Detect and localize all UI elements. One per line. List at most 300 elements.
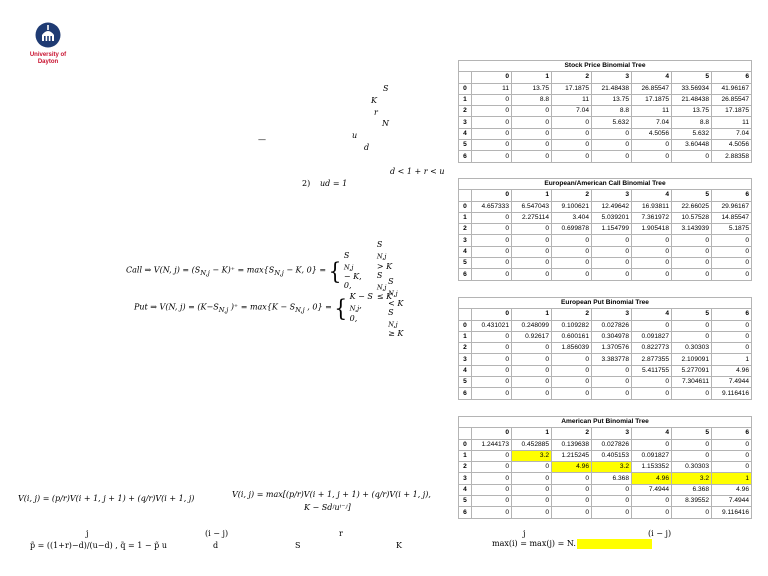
table-cell: 0 [472,343,512,354]
column-header: 3 [592,428,632,439]
put-cond-1: S [388,277,394,286]
corner-cell [459,309,472,320]
row-label: 3 [459,235,472,246]
header-row [459,309,752,320]
table-cell: 0 [672,439,712,450]
column-header: 4 [632,309,672,320]
column-header: 1 [512,309,552,320]
table-cell: 0 [672,331,712,342]
sub: N,j [343,263,354,272]
table-cell: 0 [472,117,512,128]
table-cell: 0 [512,365,552,376]
table-cell: 0 [712,320,752,331]
column-header: 6 [712,72,752,83]
table-cell: 5.1875 [712,224,752,235]
table-cell: 0.304978 [592,331,632,342]
table-cell: 0 [672,388,712,399]
table-cell: 7.361972 [632,212,672,223]
put-cond-2: S [388,307,394,317]
table-cell: 1.153352 [632,462,672,473]
table-cell: 0 [472,388,512,399]
brace: { [334,293,348,322]
table-cell: 22.66025 [672,201,712,212]
table-cell: 1.905418 [632,224,672,235]
table-cell: 0 [552,128,592,139]
table-cell: 1.856039 [552,343,592,354]
table-cell: 0 [672,235,712,246]
table-cell: 0 [712,450,752,461]
table-cell: 0.109282 [552,320,592,331]
put-cond-1b: < K [388,298,404,308]
column-header: 0 [472,309,512,320]
symbol-K: K [371,96,377,105]
table-cell: 0 [712,246,752,257]
table-cell: 0.139638 [552,439,592,450]
table-cell: 0 [552,507,592,518]
call-case-2: 0, [343,281,352,291]
chapel-dome-icon [35,22,61,48]
table-cell: 7.04 [632,117,672,128]
table-cell: 3.60448 [672,140,712,151]
table-cell: 0 [512,377,552,388]
table-cell: 5.632 [592,117,632,128]
table-row [459,450,752,461]
table-cell: 7.4944 [712,377,752,388]
table-cell: 0 [632,140,672,151]
table-cell: 4.96 [712,484,752,495]
put-lhs: Put ⇒ V(N, j) = (K−S [134,302,219,312]
table-cell: 21.48438 [592,83,632,94]
table-cell: 0 [512,235,552,246]
table-cell: 0 [672,258,712,269]
table-cell: 0 [472,224,512,235]
table-cell: 8.39552 [672,496,712,507]
table-cell: 0 [512,269,552,280]
table-row [459,507,752,518]
table-cell: 0 [592,140,632,151]
column-header: 2 [552,190,592,201]
row-label: 4 [459,246,472,257]
table-cell: 7.4944 [632,484,672,495]
sub: N,j [295,306,305,315]
footer-K: K [396,541,402,550]
corner-cell [459,428,472,439]
table-cell: 0 [552,246,592,257]
call-cond-2b: ≤ K [376,292,393,302]
header-row [459,72,752,83]
table-cell: 0 [512,128,552,139]
table-cell: 0 [472,331,512,342]
footer-i-minus-j: (i − j) [205,529,229,538]
table-cell: 0 [592,365,632,376]
footer-j-2: j [523,529,526,538]
logo-line-2: Dayton [37,59,59,65]
table-cell: 0 [512,151,552,162]
american-recursion-line-1: V(i, j) = max[(p/r)V(i + 1, j + 1) + (q/r)V(i + 1, j), [232,490,431,499]
column-header: 0 [472,190,512,201]
table-cell: 0 [472,269,512,280]
table-cell: 3.143939 [672,224,712,235]
column-header: 2 [552,428,592,439]
sub: N,j [274,269,284,278]
table-row [459,117,752,128]
column-header: 6 [712,190,752,201]
table-cell: 0 [712,269,752,280]
table-cell: 0 [552,388,592,399]
table-cell: 1.215245 [552,450,592,461]
footer-r: r [339,529,343,538]
put-payoff-formula [134,277,403,338]
table-row [459,258,752,269]
table-cell: 17.1875 [552,83,592,94]
table-cell: 0 [672,246,712,257]
row-label: 1 [459,450,472,461]
table-row [459,224,752,235]
condition-2: ud = 1 [320,179,348,188]
table-cell: 3.2 [592,462,632,473]
table-cell: 0 [472,235,512,246]
table-title: American Put Binomial Tree [459,417,752,428]
table-cell: 2.88358 [712,151,752,162]
symbol-r: r [374,108,378,117]
call-case-1b: − K, [343,272,362,282]
table-cell: 17.1875 [632,94,672,105]
table-cell: 9.116416 [712,507,752,518]
row-label: 6 [459,388,472,399]
table-cell: 21.48438 [672,94,712,105]
table-row [459,484,752,495]
table-row [459,439,752,450]
table-cell: 0 [552,365,592,376]
table-cell: 0 [592,235,632,246]
call-case-1: S [343,250,350,260]
table-cell: 0 [672,151,712,162]
table-cell: 0 [472,377,512,388]
table-cell: 0 [552,496,592,507]
table-cell: 0 [632,377,672,388]
table-cell: 11 [712,117,752,128]
column-header: 0 [472,428,512,439]
call-cond-1b: > K [376,261,393,271]
table-cell: 13.75 [672,106,712,117]
table-cell: 0 [512,496,552,507]
table-cell: 4.96 [632,473,672,484]
table-cell: 0 [512,473,552,484]
column-header: 4 [632,190,672,201]
table-cell: 41.96167 [712,83,752,94]
table-row [459,106,752,117]
row-label: 2 [459,106,472,117]
table-cell: 6.368 [672,484,712,495]
table-cell: 0.431021 [472,320,512,331]
binomial-tree-table [458,416,752,519]
brace: { [328,256,342,285]
table-cell: 0 [632,258,672,269]
table-cell: 10.57528 [672,212,712,223]
column-header: 3 [592,72,632,83]
table-cell: 0 [512,388,552,399]
table-row [459,496,752,507]
column-header: 6 [712,428,752,439]
table-cell: 0.091827 [632,331,672,342]
table-cell: 0 [512,224,552,235]
call-mid: − K)⁺ = max{S [212,265,275,275]
table-cell: 0 [632,269,672,280]
table-cell: 0.091827 [632,450,672,461]
row-label: 2 [459,462,472,473]
table-cell: 0.027826 [592,439,632,450]
table-cell: 9.116416 [712,388,752,399]
row-label: 5 [459,496,472,507]
table-cell: 2.109091 [672,354,712,365]
table-row [459,354,752,365]
sub: N,j [388,289,398,298]
put-end: , 0} = [307,302,332,312]
table-cell: 0 [712,258,752,269]
table-cell: 0 [472,151,512,162]
table-cell: 1.154799 [592,224,632,235]
table-cell: 0 [472,365,512,376]
table-cell: 0 [552,235,592,246]
table-cell: 0 [472,258,512,269]
table-cell: 29.96167 [712,201,752,212]
column-header: 0 [472,72,512,83]
table-cell: 0 [552,151,592,162]
column-header: 3 [592,190,632,201]
table-cell: 0 [592,496,632,507]
university-logo [26,22,70,66]
table-cell: 7.304611 [672,377,712,388]
highlight-bar [577,539,652,549]
table-cell: 0.405153 [592,450,632,461]
table-cell: 1.370576 [592,343,632,354]
table-cell: 0 [512,140,552,151]
table-row [459,235,752,246]
logo-line-1: University of [29,52,67,58]
european-recursion: V(i, j) = (p/r)V(i + 1, j + 1) + (q/r)V(i + 1, j) [18,494,195,503]
table-cell: 0.027826 [592,320,632,331]
table-cell: 0 [512,354,552,365]
table-row [459,140,752,151]
table-cell: 0 [672,507,712,518]
footer-i-minus-j-2: (i − j) [648,529,672,538]
table-row [459,128,752,139]
table-cell: 5.039201 [592,212,632,223]
table-cell: 0 [472,473,512,484]
table-cell: 0 [712,439,752,450]
table-row [459,83,752,94]
table-cell: 16.93811 [632,201,672,212]
footer-d: d [213,541,219,550]
symbol-dash: — [258,135,266,144]
column-header: 2 [552,72,592,83]
table-row [459,343,752,354]
row-label: 6 [459,269,472,280]
table-cell: 0.452885 [512,439,552,450]
row-label: 4 [459,484,472,495]
call-lhs: Call ⇒ V(N, j) = (S [126,265,201,275]
column-header: 5 [672,428,712,439]
call-cond-2: S [376,270,383,280]
table-cell: 11 [472,83,512,94]
binomial-tree-table [458,178,752,281]
table-cell: 0 [512,484,552,495]
table-cell: 0 [592,269,632,280]
table-cell: 4.5056 [712,140,752,151]
row-label: 0 [459,320,472,331]
column-header: 1 [512,72,552,83]
row-label: 5 [459,377,472,388]
row-label: 0 [459,201,472,212]
table-row [459,94,752,105]
table-cell: 14.85547 [712,212,752,223]
table-cell: 0 [632,320,672,331]
call-cond-1: S [376,240,383,249]
table-cell: 11 [632,106,672,117]
table-cell: 0 [552,354,592,365]
table-cell: 0.600161 [552,331,592,342]
table-cell: 12.49642 [592,201,632,212]
column-header: 5 [672,190,712,201]
put-mid: )⁺ = max{K − S [230,302,296,312]
table-cell: 0.248099 [512,320,552,331]
table-cell: 1 [712,473,752,484]
table-cell: 0 [632,439,672,450]
table-cell: 0 [472,507,512,518]
table-cell: 6.368 [592,473,632,484]
table-cell: 0 [472,94,512,105]
table-row [459,462,752,473]
table-cell: 0 [512,246,552,257]
table-cell: 0 [592,507,632,518]
table-cell: 0 [512,117,552,128]
footer-j: j [86,529,89,538]
column-header: 1 [512,190,552,201]
table-cell: 1.244173 [472,439,512,450]
table-cell: 7.04 [712,128,752,139]
table-cell: 0 [512,462,552,473]
table-cell: 0 [592,484,632,495]
table-cell: 0 [552,484,592,495]
table-cell: 0 [632,496,672,507]
header-row [459,190,752,201]
row-label: 5 [459,258,472,269]
sub: N,j [376,252,387,261]
table-cell: 0 [632,235,672,246]
table-title: European Put Binomial Tree [459,298,752,309]
table-cell: 4.657333 [472,201,512,212]
table-row [459,331,752,342]
table-cell: 0 [552,269,592,280]
column-header: 5 [672,309,712,320]
table-cell: 0 [672,450,712,461]
table-cell: 0 [712,343,752,354]
table-title: European/American Call Binomial Tree [459,179,752,190]
table-cell: 0 [592,258,632,269]
corner-cell [459,72,472,83]
header-row [459,428,752,439]
table-cell: 0 [592,388,632,399]
table-row [459,320,752,331]
table-cell: 17.1875 [712,106,752,117]
table-cell: 0 [672,269,712,280]
table-cell: 0 [712,235,752,246]
table-cell: 2.877355 [632,354,672,365]
american-recursion-line-2: K − Sdʲuⁱ⁻ʲ] [304,503,351,512]
table-cell: 0 [632,388,672,399]
table-cell: 0 [472,140,512,151]
row-label: 0 [459,439,472,450]
table-cell: 5.277091 [672,365,712,376]
row-label: 1 [459,331,472,342]
sub: N,j [388,320,398,329]
put-cond-2b: ≥ K [388,329,404,339]
table-cell: 7.4944 [712,496,752,507]
table-cell: 1 [712,354,752,365]
table-cell: 8.8 [672,117,712,128]
table-cell: 7.04 [552,106,592,117]
table-cell: 0 [672,320,712,331]
put-conditions [388,277,403,338]
column-header: 1 [512,428,552,439]
row-label: 3 [459,354,472,365]
column-header: 5 [672,72,712,83]
table-cell: 0 [552,117,592,128]
table-cell: 8.8 [592,106,632,117]
call-end: − K, 0} = [286,265,327,275]
max-equation: max(i) = max(j) = N. [492,539,576,548]
table-cell: 0 [592,377,632,388]
row-label: 2 [459,224,472,235]
sub: N,j [218,306,229,315]
put-cases: K − S $_{N,j}$, 0, [349,292,373,323]
table-cell: 9.100621 [552,201,592,212]
row-label: 1 [459,94,472,105]
table-cell: 0 [592,128,632,139]
table-cell: 0 [552,140,592,151]
symbol-S: S [383,84,389,93]
symbol-d: d [364,143,370,152]
table-cell: 0 [472,496,512,507]
table-cell: 0.822773 [632,343,672,354]
table-row [459,212,752,223]
row-label: 3 [459,473,472,484]
table-cell: 5.632 [672,128,712,139]
table-cell: 6.547043 [512,201,552,212]
table-cell: 4.5056 [632,128,672,139]
table-row [459,269,752,280]
footer-S: S [295,541,301,550]
table-cell: 0 [472,106,512,117]
table-cell: 26.85547 [712,94,752,105]
table-cell: 0 [552,473,592,484]
row-label: 6 [459,151,472,162]
column-header: 2 [552,309,592,320]
row-label: 4 [459,365,472,376]
table-cell: 0 [512,258,552,269]
table-cell: 33.56934 [672,83,712,94]
table-cell: 4.96 [552,462,592,473]
table-cell: 26.85547 [632,83,672,94]
table-cell: 2.275114 [512,212,552,223]
binomial-tree-table [458,297,752,400]
sub: N,j [349,304,360,313]
symbol-u: u [352,131,358,140]
table-cell: 13.75 [592,94,632,105]
table-cell: 0.30303 [672,343,712,354]
binomial-tree-table [458,60,752,163]
symbol-N: N [382,119,389,128]
